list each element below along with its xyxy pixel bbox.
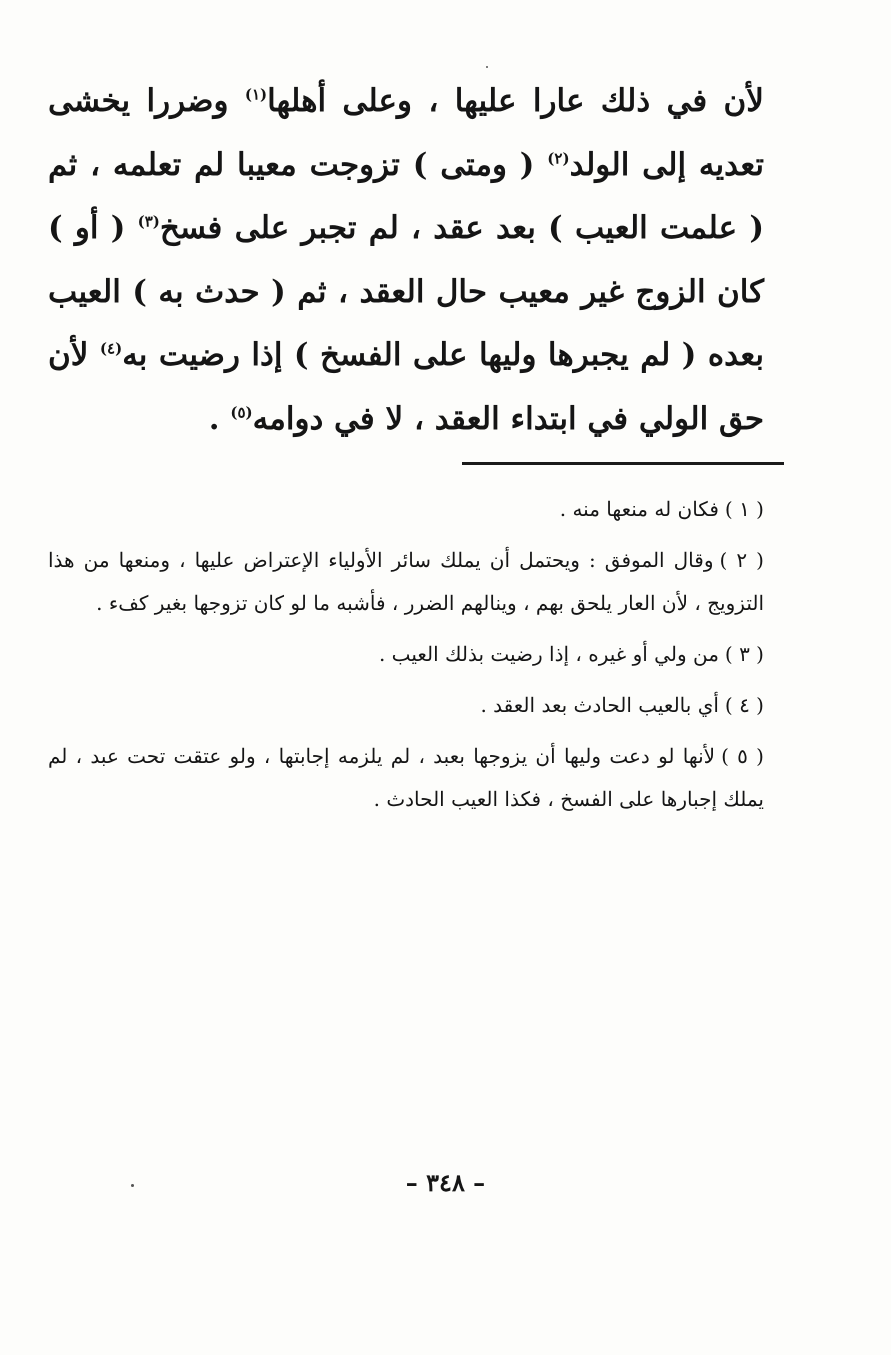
footnote-ref-2: (٢) bbox=[547, 149, 570, 168]
footnote-2 bbox=[48, 539, 764, 625]
footnote-text: من ولي أو غيره ، إذا رضيت بذلك العيب . bbox=[378, 642, 719, 666]
page-number: – ٣٤٨ – bbox=[405, 1168, 486, 1197]
footnote-5 bbox=[48, 735, 764, 821]
text-run: . bbox=[208, 400, 231, 437]
footnote-1 bbox=[48, 488, 764, 531]
text-run: وضررا يخشى تعديه إلى الولد bbox=[48, 83, 765, 183]
footnotes-section bbox=[48, 488, 764, 829]
footnote-text: فكان له منعها منه . bbox=[559, 497, 719, 521]
print-speck bbox=[486, 66, 488, 68]
print-speck bbox=[131, 1184, 134, 1187]
footnote-ref-4: (٤) bbox=[99, 339, 123, 358]
footnote-number: ( ٤ ) bbox=[724, 693, 764, 717]
main-body-text bbox=[48, 70, 764, 451]
text-run: لأن حق الولي في ابتداء العقد ، لا في دوامه bbox=[48, 337, 764, 437]
footnote-ref-1: (١) bbox=[244, 85, 268, 104]
footnote-text: وقال الموفق : ويحتمل أن يملك سائر الأولياء الإعتراض عليها ، ومنعها من هذا التزويج ، لأن العار يلحق بهم ، وينالهم الضرر ، فأشبه ما لو كان تزوجها بغير كفء . bbox=[48, 548, 764, 615]
footnote-ref-3: (٣) bbox=[137, 212, 160, 231]
text-run: ( ومتى ) تزوجت معيبا لم تعلمه ، ثم ( علمت العيب ) بعد عقد ، لم تجبر على فسخ bbox=[48, 146, 764, 246]
footnote-separator bbox=[462, 462, 784, 465]
footnote-ref-5: (٥) bbox=[230, 403, 253, 422]
footnote-number: ( ١ ) bbox=[724, 497, 764, 521]
footnote-text: لأنها لو دعت وليها أن يزوجها بعبد ، لم يلزمه إجابتها ، ولو عتقت تحت عبد ، لم يملك إجبارها على الفسخ ، فكذا العيب الحادث . bbox=[48, 744, 764, 811]
footnote-number: ( ٣ ) bbox=[724, 642, 764, 666]
footnote-text: أي بالعيب الحادث بعد العقد . bbox=[480, 693, 719, 717]
text-run: لأن في ذلك عارا عليها ، وعلى أهلها bbox=[267, 83, 764, 119]
footnote-3 bbox=[48, 633, 764, 676]
footnote-number: ( ٥ ) bbox=[721, 744, 764, 768]
text-run: ( أو ) كان الزوج غير معيب حال العقد ، ثم ( حدث به ) العيب بعده ( لم يجبرها وليها على الفسخ ) إذا رضيت به bbox=[48, 210, 764, 373]
footnote-number: ( ٢ ) bbox=[719, 548, 764, 572]
main-paragraph bbox=[48, 70, 764, 451]
footnote-4 bbox=[48, 684, 764, 727]
